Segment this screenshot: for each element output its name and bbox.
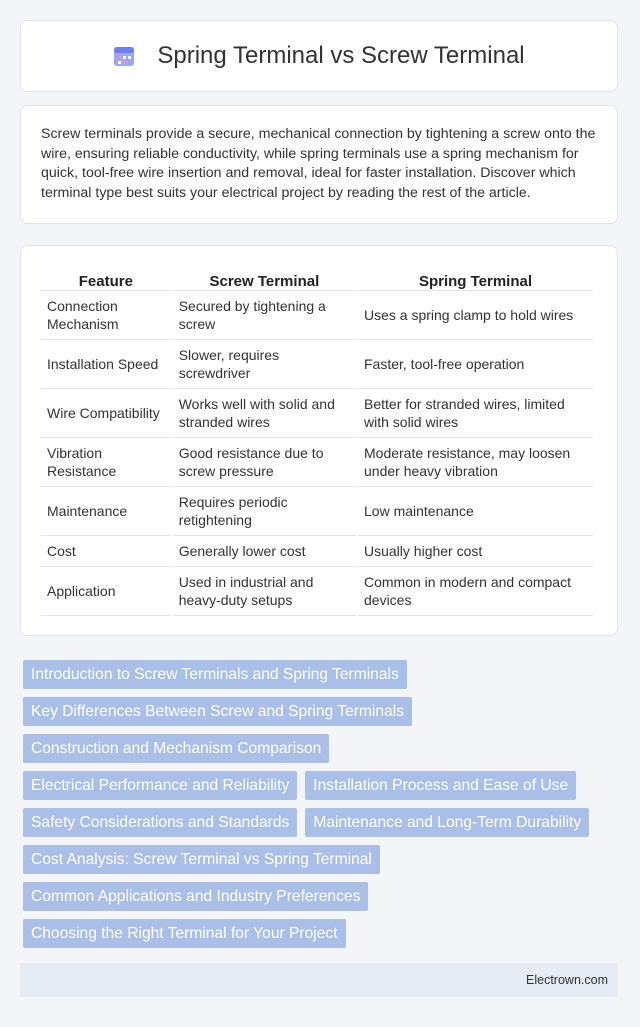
table-cell: Usually higher cost	[358, 535, 593, 566]
topic-link-electrical-performance[interactable]: Electrical Performance and Reliability	[23, 771, 297, 800]
header-spring-terminal: Spring Terminal	[418, 273, 533, 290]
table-cell: Application	[41, 566, 171, 616]
table-cell: Requires periodic retightening	[173, 486, 356, 535]
table-cell: Faster, tool-free operation	[358, 339, 593, 388]
intro-card	[20, 105, 618, 224]
table-cell: Cost	[41, 535, 171, 566]
footer	[20, 963, 618, 997]
table-row	[41, 437, 593, 486]
table-cell: Maintenance	[41, 486, 171, 535]
table-header-row	[41, 266, 593, 290]
table-cell: Slower, requires screwdriver	[173, 339, 356, 388]
table-cell: Low maintenance	[358, 486, 593, 535]
table-row	[41, 535, 593, 566]
table-cell: Vibration Resistance	[41, 437, 171, 486]
topic-link-safety[interactable]: Safety Considerations and Standards	[23, 808, 297, 837]
topic-link-key-differences[interactable]: Key Differences Between Screw and Spring Terminals	[23, 697, 412, 726]
table-cell: Used in industrial and heavy-duty setups	[173, 566, 356, 616]
table-cell: Wire Compatibility	[41, 388, 171, 437]
topic-link-construction[interactable]: Construction and Mechanism Comparison	[23, 734, 329, 763]
topic-link-common-applications[interactable]: Common Applications and Industry Preferences	[23, 882, 368, 911]
comparison-table-card	[20, 245, 618, 636]
table-cell: Secured by tightening a screw	[173, 290, 356, 339]
footer-brand: Electrown.com	[526, 973, 608, 987]
header-screw-terminal: Screw Terminal	[209, 273, 320, 290]
topic-link-choosing-terminal[interactable]: Choosing the Right Terminal for Your Project	[23, 919, 346, 948]
topic-link-introduction[interactable]: Introduction to Screw Terminals and Spring Terminals	[23, 660, 407, 689]
topic-link-installation-process[interactable]: Installation Process and Ease of Use	[305, 771, 576, 800]
table-cell: Moderate resistance, may loosen under heavy vibration	[358, 437, 593, 486]
table-cell: Good resistance due to screw pressure	[173, 437, 356, 486]
calendar-icon	[113, 45, 135, 67]
table-cell: Installation Speed	[41, 339, 171, 388]
topic-link-cost-analysis[interactable]: Cost Analysis: Screw Terminal vs Spring Terminal	[23, 845, 380, 874]
table-cell: Better for stranded wires, limited with solid wires	[358, 388, 593, 437]
table-row	[41, 486, 593, 535]
table-cell: Common in modern and compact devices	[358, 566, 593, 616]
table-row	[41, 388, 593, 437]
page-title: Spring Terminal vs Screw Terminal	[157, 42, 525, 69]
comparison-table	[39, 266, 595, 616]
header-feature: Feature	[78, 273, 133, 290]
table-cell: Works well with solid and stranded wires	[173, 388, 356, 437]
table-cell: Connection Mechanism	[41, 290, 171, 339]
table-cell: Generally lower cost	[173, 535, 356, 566]
table-row	[41, 566, 593, 616]
title-card	[20, 20, 618, 92]
table-row	[41, 339, 593, 388]
intro-text: Screw terminals provide a secure, mechanical connection by tightening a screw onto the wire, ensuring reliable conductivity, while spring terminals use a spring mechanism for quick, tool-free wire insertion and removal, ideal for faster installation. Discover which terminal type best suits your electrical project by reading the rest of the article.	[41, 126, 596, 201]
table-row	[41, 290, 593, 339]
topic-links	[20, 660, 618, 956]
topic-link-maintenance[interactable]: Maintenance and Long-Term Durability	[305, 808, 589, 837]
table-cell: Uses a spring clamp to hold wires	[358, 290, 593, 339]
